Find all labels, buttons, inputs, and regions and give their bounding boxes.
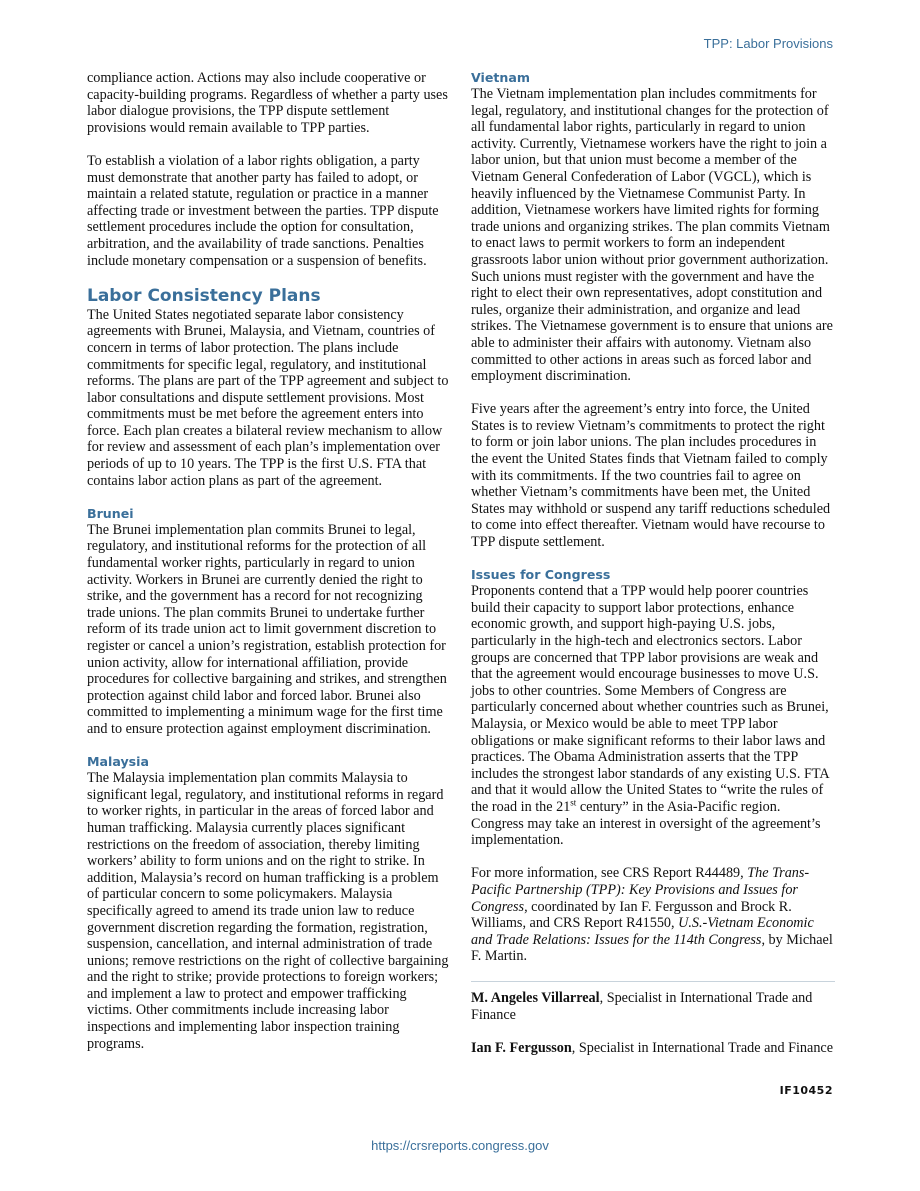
paragraph: compliance action. Actions may also include cooperative or capacity-building programs. Regardless of whether a party uses labor dialogue provisions, the TPP dispute settlement provisions would remain available to TPP parties. (87, 70, 448, 136)
paragraph: Five years after the agreement’s entry into force, the United States is to review Vietnam’s commitments to protect the right to form or join labor unions. The plan includes procedures in the event the United States finds that Vietnam failed to comply with its commitments. If the two countries fail to agree on whether Vietnam’s commitments have been met, the United States may withhold or suspend any tariff reductions scheduled to come into effect thereafter. Vietnam would have recourse to TPP dispute settlement. (471, 401, 831, 551)
document-id: IF10452 (779, 1084, 833, 1097)
paragraph: The Vietnam implementation plan includes commitments for legal, regulatory, and institutional changes for the protection of all fundamental labor rights, particularly in regard to union activity. Currently, Vietnamese workers have the right to join a labor union, but that union must become a member of the Vietnam General Confederation of Labor (VGCL), which is heavily influenced by the Vietnamese Communist Party. In addition, Vietnamese workers have limited rights for forming trade unions and organizing strikes. The plan commits Vietnam to enact laws to permit workers to form an independent grassroots labor union without prior government authorization. Such unions must register with the government and have the right to elect their own representatives, adopt constitution and rules, organize their administration, and organize and lead strikes. The Vietnamese government is to ensure that unions are able to administer their affairs with autonomy. Vietnam also committed to other actions in areas such as forced labor and employment discrimination. (471, 86, 833, 385)
author-line (471, 1040, 835, 1057)
superscript: st (570, 797, 577, 808)
text-run: For more information, see CRS Report R44489, (471, 865, 748, 882)
author-name: M. Angeles Villarreal (471, 990, 600, 1007)
paragraph-issues (471, 583, 835, 849)
author-name: Ian F. Fergusson (471, 1040, 572, 1057)
author-role: , Specialist in International Trade and Finance (471, 990, 813, 1024)
author-divider (471, 981, 835, 982)
text-run: , coordinated by Ian F. Fergusson and Brock R. Williams, and CRS Report R41550, (471, 898, 792, 932)
section-heading-labor-consistency-plans: Labor Consistency Plans (87, 285, 321, 306)
right-column (471, 70, 835, 1073)
left-column (87, 70, 449, 1069)
text-run: , by Michael F. Martin. (471, 931, 833, 965)
paragraph: The United States negotiated separate labor consistency agreements with Brunei, Malaysia, and Vietnam, countries of concern in terms of labor protection. The plans include commitments for specific legal, regulatory, and institutional reforms. The plans are part of the TPP agreement and subject to labor consultations and dispute settlement provisions. Most commitments must be met before the agreement enters into force. Each plan creates a bilateral review mechanism to allow for review and assessment of each plan’s implementation over periods of up to 10 years. The TPP is the first U.S. FTA that contains labor action plans as part of the agreement. (87, 306, 449, 489)
text-run: Proponents contend that a TPP would help poorer countries build their capacity to support labor protections, enhance economic growth, and support high-paying U.S. jobs, particularly in the high-tech and electronics sectors. Labor groups are concerned that TPP labor provisions are weak and that the agreement would encourage businesses to move U.S. jobs to other countries. Some Members of Congress are particularly concerned about whether countries such as Brunei, Malaysia, or Mexico would be able to meet TPP labor obligations or make significant reforms to their labor laws and practices. The Obama Administration asserts that the TPP includes the strongest labor standards of any existing U.S. FTA and that it would allow the United States to “write the rules of the road in the 21 (471, 583, 829, 815)
paragraph: The Malaysia implementation plan commits Malaysia to significant legal, regulatory, and institutional reforms in regard to worker rights, in particular in the areas of forced labor and human trafficking. Malaysia currently places significant restrictions on the freedom of association, thereby limiting workers’ ability to form unions and on the right to strike. In addition, Malaysia’s record on human trafficking is a problem of particular concern to some policymakers. Malaysia specifically agreed to amend its trade union law to reduce government discretion regarding the formation, registration, suspension, cancellation, and internal administration of trade unions; remove restrictions on the right of collective bargaining and the right to strike; provide protections to foreign workers; and implement a law to protect and empower trafficking victims. Other commitments include increasing labor inspections and implementing labor inspection training programs. (87, 770, 449, 1052)
running-header: TPP: Labor Provisions (703, 36, 833, 51)
report-title-link: U.S.-Vietnam Economic and Trade Relations: Issues for the 114th Congress (471, 915, 814, 948)
subheading-issues-for-congress: Issues for Congress (471, 567, 611, 583)
author-role: , Specialist in International Trade and Finance (571, 1040, 834, 1057)
footer-url[interactable]: https://crsreports.congress.gov (371, 1138, 549, 1153)
subheading-malaysia: Malaysia (87, 754, 149, 770)
subheading-brunei: Brunei (87, 505, 134, 521)
paragraph: The Brunei implementation plan commits Brunei to legal, regulatory, and institutional reforms for the protection of all fundamental worker rights, particularly in regard to union activity. Workers in Brunei are currently denied the right to strike, and the government has a record for not recognizing trade unions. The plan commits Brunei to undertake further reform of its trade union act to limit government discretion to register or cancel a union’s registration, establish protection for union activity, allow for international affiliation, provide procedures for collective bargaining and strikes, and strengthen protection against child labor and forced labor. Brunei also committed to implementing a minimum wage for the first time and to ensure protection against employment discrimination. (87, 521, 447, 737)
text-run: century” in the Asia-Pacific region. Congress may take an interest in oversight of the agreement’s implementation. (471, 798, 821, 849)
paragraph-more-info (471, 865, 835, 965)
report-title-link: The Trans-Pacific Partnership (TPP): Key Provisions and Issues for Congress (471, 865, 810, 915)
paragraph: To establish a violation of a labor rights obligation, a party must demonstrate that another party has failed to adopt, or maintain a related statute, regulation or practice in a manner affecting trade or investment between the parties. TPP dispute settlement procedures include the option for consultation, arbitration, and the availability of trade sanctions. Penalties include monetary compensation or a suspension of benefits. (87, 152, 439, 269)
author-line (471, 990, 835, 1023)
subheading-vietnam: Vietnam (471, 70, 530, 85)
